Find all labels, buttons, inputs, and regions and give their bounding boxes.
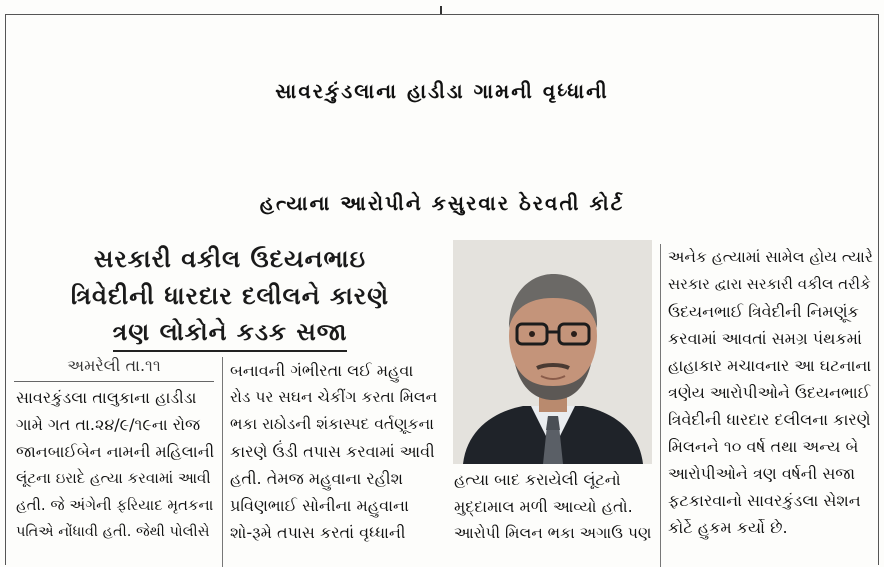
lawyer-photo — [453, 240, 652, 464]
article-line: ઉદયનભાઈ ત્રિવેદીની નિમણૂંક — [668, 302, 859, 321]
article-line: હતી. તેમજ મહુવાના રહીશ — [230, 469, 403, 488]
article-line: મિલનને ૧૦ વર્ષ તથા અન્ય બે — [668, 437, 859, 456]
article-line: અનેક હત્યામાં સામેલ હોય ત્યારે — [668, 248, 873, 266]
subheadline-line-1: સરકારી વકીલ ઉદયનભાઇ — [93, 245, 367, 273]
article-line: કરવામાં આવતાં સમગ્ર પંથકમાં — [668, 329, 862, 348]
dateline: અમરેલી તા.૧૧ — [14, 351, 214, 382]
article-line: સાવરકુંડલા તાલુકાના હાડીડા — [16, 388, 197, 407]
subheadline-line-3-text: ત્રણ લોકોને કડક સજા — [113, 315, 348, 352]
headline-line-1: સાવરકુંડલાના હાડીડા ગામની વૃધ્ધાની — [275, 79, 609, 103]
article-line: સરકાર દ્વારા સરકારી વકીલ તરીકે — [668, 275, 871, 293]
article-line: હત્યા બાદ કરાયેલી લૂંટનો — [454, 470, 621, 489]
subheadline-line-2: ત્રિવેદીની ધારદાર દલીલને કારણે — [70, 282, 390, 310]
article-line: ત્રણેય આરોપીઓને ઉદયનભાઈ — [668, 383, 871, 402]
article-line: ત્રિવેદીની ધારદાર દલીલના કારણે — [668, 410, 871, 429]
article-line: બનાવની ગંભીરતા લઈ મહુવા — [230, 361, 414, 380]
article-line: શો-રૂમે તપાસ કરતાં વૃધ્ધાની — [230, 523, 406, 542]
column-divider-1 — [222, 357, 223, 567]
article-column-2 — [230, 357, 440, 546]
headline-line-2: હત્યાના આરોપીને કસુરવાર ઠેરવતી કોર્ટ — [259, 191, 625, 215]
article-line: મુદ્દામાલ મળી આવ્યો હતો. — [454, 497, 633, 516]
column-divider-2 — [660, 244, 661, 567]
article-line: આરોપી મિલન ભકા અગાઉ પણ — [454, 524, 652, 542]
subheadline-line-3 — [14, 315, 446, 352]
article-line: રોડ પર સઘન ચેકીંગ કરતા મિલન — [230, 388, 438, 406]
article-line: પતિએ નોંધાવી હતી. જેથી પોલીસે — [16, 524, 210, 540]
article-line: આરોપીઓને ત્રણ વર્ષની સજા — [668, 464, 856, 483]
article-line: ફટકારવાનો સાવરકુંડલા સેશન — [668, 491, 861, 510]
article-line: હાહાકાર મચાવનાર આ ઘટનાના — [668, 356, 872, 375]
article-column-4 — [668, 244, 876, 541]
article-line: હતી. જે અંગેની ફરિયાદ મૃતકના — [16, 496, 214, 514]
article-line: ભકા રાઠોડની શંકાસ્પદ વર્તણૂકના — [230, 415, 434, 433]
article-line: લૂંટના ઇરાદે હત્યા કરવામાં આવી — [16, 469, 211, 487]
article-line: પ્રવિણભાઈ સોનીના મહુવાના — [230, 496, 409, 515]
man-portrait-icon — [453, 240, 652, 464]
article-line: જાનબાઈબેન નામની મહિલાની — [16, 442, 215, 461]
article-column-1 — [16, 384, 214, 546]
article-line: કારણે ઉંડી તપાસ કરવામાં આવી — [230, 442, 435, 461]
article-line: કોર્ટે હુકમ કર્યો છે. — [668, 518, 788, 537]
article-column-3 — [454, 466, 654, 547]
article-line: ગામે ગત તા.૨૪/૯/૧૯ના રોજ — [16, 415, 201, 434]
